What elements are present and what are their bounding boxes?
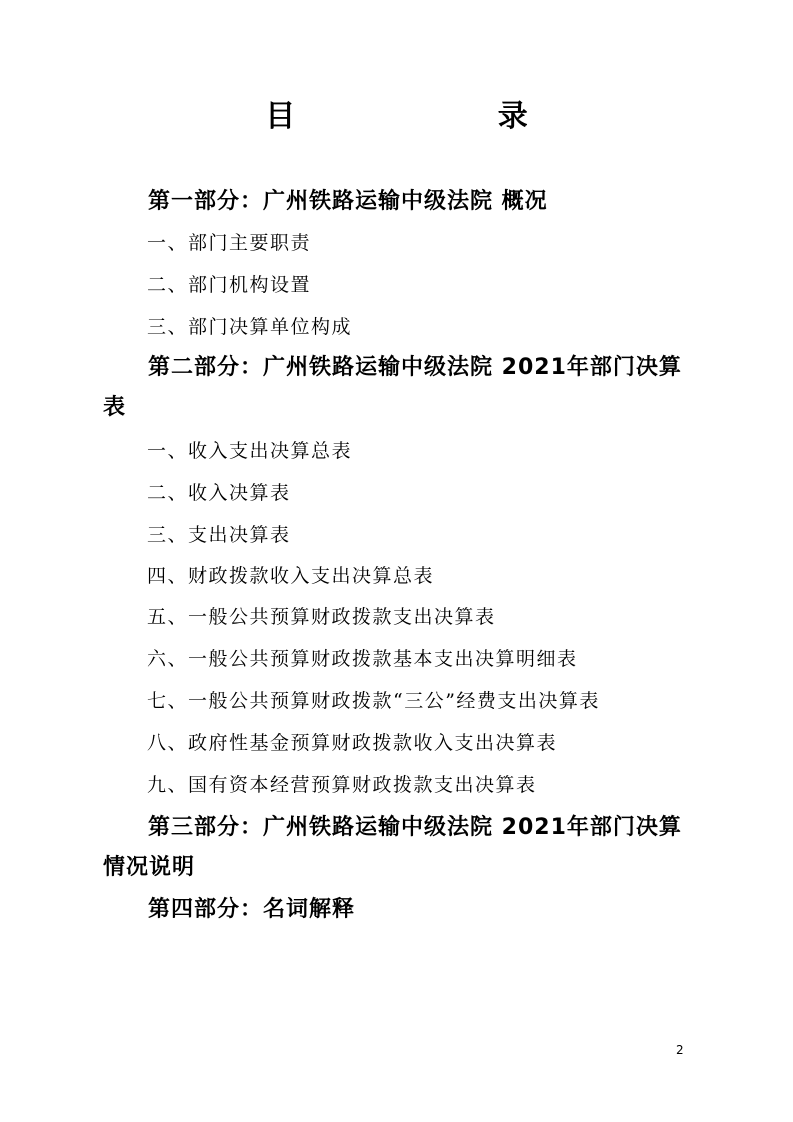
part-2-item-5: 五、一般公共预算财政拨款支出决算表 (147, 606, 496, 628)
part-1-item-3: 三、部门决算单位构成 (147, 316, 353, 338)
page-number: 2 (676, 1043, 684, 1057)
part-2-item-9: 九、国有资本经营预算财政拨款支出决算表 (147, 774, 537, 796)
part-2-item-6: 六、一般公共预算财政拨款基本支出决算明细表 (147, 648, 578, 670)
toc-title: 目 录 (265, 99, 624, 134)
part-1-item-1: 一、部门主要职责 (147, 232, 312, 254)
part-2-item-8: 八、政府性基金预算财政拨款收入支出决算表 (147, 732, 558, 754)
part-3-heading: 第三部分：广州铁路运输中级法院 2021年部门决算情况说明 (103, 815, 682, 880)
part-2-item-2: 二、收入决算表 (147, 482, 291, 504)
part-1-item-2: 二、部门机构设置 (147, 274, 312, 296)
part-2-item-3: 三、支出决算表 (147, 524, 291, 546)
part-2-heading: 第二部分：广州铁路运输中级法院 2021年部门决算表 (103, 355, 682, 420)
part-1-heading: 第一部分：广州铁路运输中级法院 概况 (148, 189, 548, 214)
part-2-item-1: 一、收入支出决算总表 (147, 440, 353, 462)
part-2-item-7: 七、一般公共预算财政拨款“三公”经费支出决算表 (147, 690, 600, 712)
part-2-item-4: 四、财政拨款收入支出决算总表 (147, 565, 435, 587)
part-4-heading: 第四部分：名词解释 (148, 897, 356, 922)
